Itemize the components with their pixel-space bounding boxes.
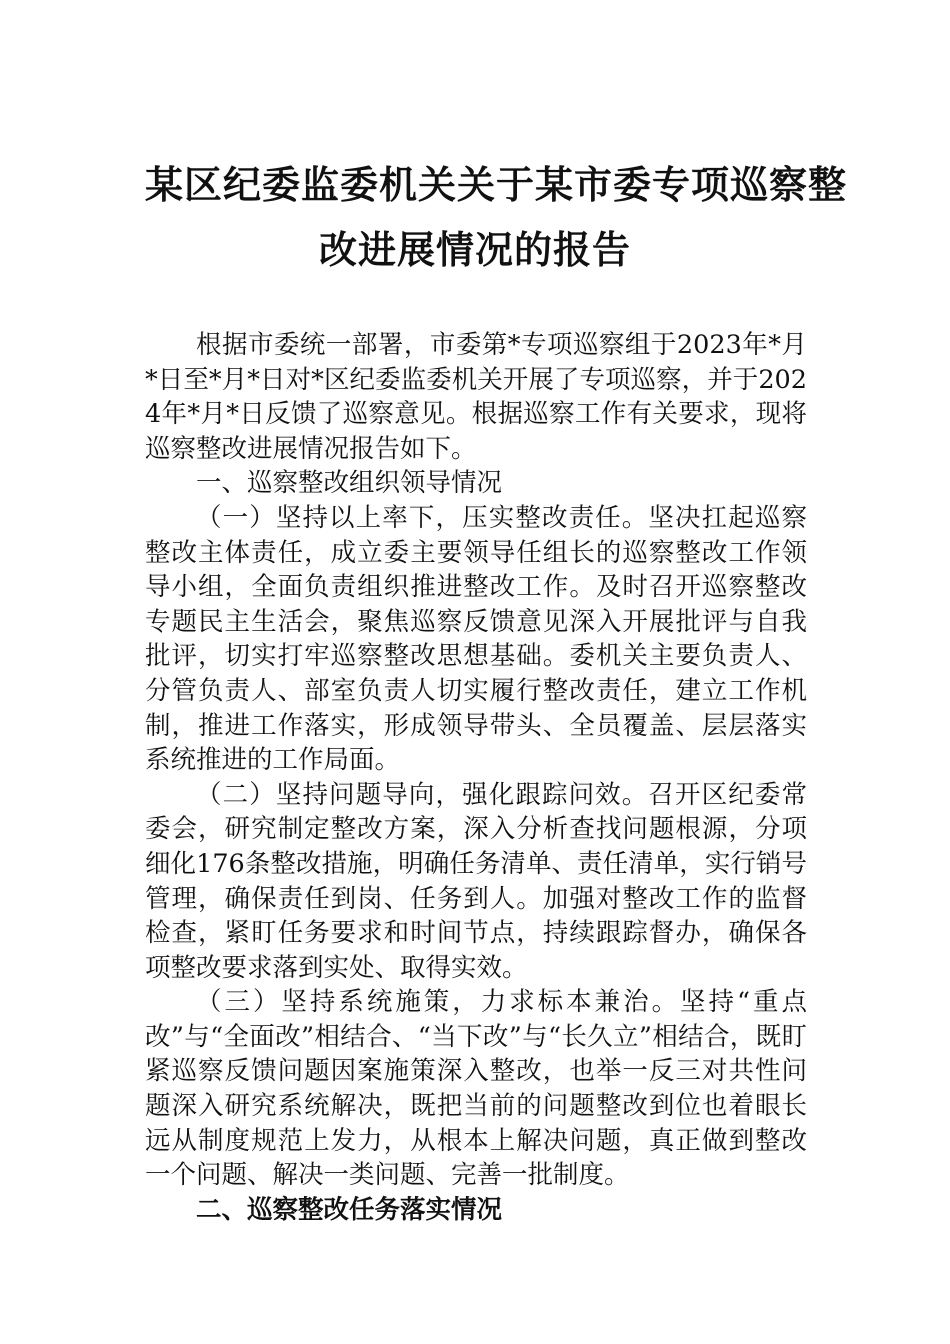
- item-3-text: 坚持“重点改”与“全面改”相结合、“当下改”与“长久立”相结合，既盯紧巡察反馈问题因案施策深入整改，也举一反三对共性问题深入研究系统解决，既把当前的问题整改到位也着眼长远从制度规范上发力，从根本上解决问题，真正做到整改一个问题、解决一类问题、完善一批制度。: [145, 987, 807, 1191]
- item-1-paragraph: [145, 501, 807, 778]
- item-1-text: 坚决扛起巡察整改主体责任，成立委主要领导任组长的巡察整改工作领导小组，全面负责组织推进整改工作。及时召开巡察整改专题民主生活会，聚焦巡察反馈意见深入开展批评与自我批评，切实打牢巡察整改思想基础。委机关主要负责人、分管负责人、部室负责人切实履行整改责任，建立工作机制，推进工作落实，形成领导带头、全员覆盖、层层落实系统推进的工作局面。: [145, 502, 807, 776]
- item-3-lead: （三）坚持系统施策，力求标本兼治。: [196, 987, 681, 1018]
- document-body: [145, 328, 807, 1227]
- item-2-paragraph: [145, 778, 807, 986]
- item-2-lead: （二）坚持问题导向，强化跟踪问效。: [196, 779, 649, 810]
- item-3-paragraph: [145, 985, 807, 1193]
- item-1-lead: （一）坚持以上率下，压实整改责任。: [196, 502, 649, 533]
- document-title-line-1: 某区纪委监委机关关于某市委专项巡察整: [145, 162, 848, 207]
- item-2-text: 召开区纪委常委会，研究制定整改方案，深入分析查找问题根源，分项细化176条整改措施，明确任务清单、责任清单，实行销号管理，确保责任到岗、任务到人。加强对整改工作的监督检查，紧盯任务要求和时间节点，持续跟踪督办，确保各项整改要求落到实处、取得实效。: [145, 779, 807, 983]
- section-1-heading: 一、巡察整改组织领导情况: [196, 468, 503, 499]
- intro-paragraph: 根据市委统一部署，市委第*专项巡察组于2023年*月*日至*月*日对*区纪委监委机关开展了专项巡察，并于2024年*月*日反馈了巡察意见。根据巡察工作有关要求，现将巡察整改进展情况报告如下。: [145, 330, 807, 464]
- section-2-heading: 二、巡察整改任务落实情况: [196, 1194, 503, 1225]
- document-title-line-2: 改进展情况的报告: [318, 227, 631, 272]
